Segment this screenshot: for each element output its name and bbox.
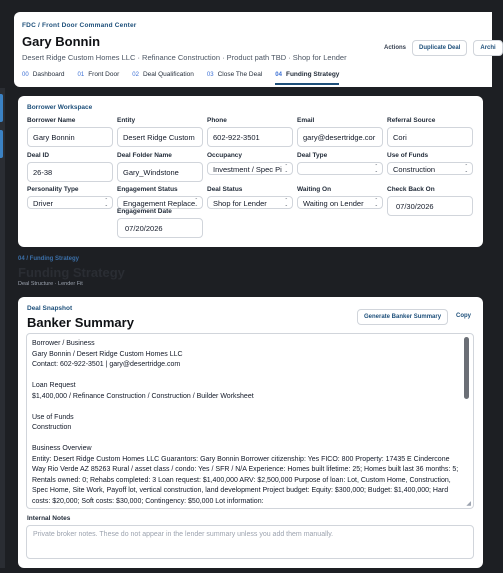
- summary-line: Loan Request: [32, 382, 76, 389]
- borrower-name-input[interactable]: Gary Bonnin: [27, 127, 113, 147]
- tab-close-the-deal[interactable]: [207, 71, 262, 85]
- field-label: Personality Type: [27, 186, 79, 193]
- tab-label: Dashboard: [32, 71, 65, 78]
- tab-number: 01: [77, 72, 85, 78]
- summary-scrollbar[interactable]: [464, 337, 469, 399]
- engagement-date-input[interactable]: 07/20/2026: [117, 218, 203, 238]
- tab-label: Funding Strategy: [285, 71, 340, 78]
- borrower-workspace-card: [18, 96, 483, 247]
- field-label: Use of Funds: [387, 152, 429, 159]
- summary-line: Contact: 602-922-3501 | gary@desertridge.com: [32, 361, 181, 368]
- borrower-name-field: [27, 117, 113, 147]
- field-label: Waiting On: [297, 186, 332, 193]
- tab-deal-qualification[interactable]: [132, 71, 194, 85]
- entity-input[interactable]: Desert Ridge Custom: [117, 127, 203, 147]
- personality-type-field: [27, 186, 113, 209]
- summary-line: $1,400,000 / Refinance Construction / Construction / Builder Worksheet: [32, 392, 254, 400]
- generate-banker-summary-button[interactable]: Generate Banker Summary: [357, 309, 448, 325]
- field-label: Deal Type: [297, 152, 328, 159]
- tab-label: Deal Qualification: [142, 71, 194, 78]
- page-header: [14, 12, 496, 87]
- rail-marker[interactable]: [0, 130, 3, 158]
- resize-handle-icon[interactable]: ◢: [466, 501, 471, 507]
- field-label: Borrower Name: [27, 117, 76, 124]
- phone-field: [207, 117, 293, 147]
- summary-line: Construction: [32, 424, 72, 431]
- occupancy-field: [207, 152, 293, 175]
- field-label: Check Back On: [387, 186, 435, 193]
- deal-folder-field: [117, 152, 203, 182]
- header-actions: [384, 40, 503, 56]
- field-label: Phone: [207, 117, 227, 124]
- tab-label: Close The Deal: [217, 71, 263, 78]
- workspace-title: Borrower Workspace: [27, 104, 93, 111]
- tab-number: 02: [132, 72, 139, 78]
- referral-source-input[interactable]: Cori: [387, 127, 473, 147]
- entity-field: [117, 117, 203, 147]
- field-label: Referral Source: [387, 117, 436, 124]
- field-label: Engagement Status: [117, 186, 178, 193]
- check-back-date-input[interactable]: 07/30/2026: [387, 196, 473, 216]
- tab-label: Front Door: [88, 71, 120, 78]
- occupancy-select[interactable]: Investment / Spec Pi ⌃ ⌄: [207, 162, 293, 175]
- engagement-status-select[interactable]: Engagement Replace ⌃ ⌄: [117, 196, 203, 209]
- summary-line: Entity: Desert Ridge Custom Homes LLC Guarantors: Gary Bonnin Borrower citizenship: Yes FICO: 800 Property: 17435 E Cindercone Way Rio Verde AZ 85263 Rural / asset class / condo: Yes / SFR / N/A Experience: Homes built lifetime: 25; Homes built last 36 months: 5; Rentals owned: 0; Rehabs completed: 3 Loan request: $1,400,000 ARV: $2,500,000 Purpose of loan: Lot, Custom Home, Construction, Spec Home, Site Work, Payoff lot, vertical construction, land development Project budget: Equity: $300,000; Budget: $1,400,000; Hard costs: $20,000; Soft costs: $30,000; Contingency: $50,000 Lot information:: [32, 455, 459, 505]
- summary-line: Use of Funds: [32, 413, 74, 421]
- copy-button[interactable]: Copy: [456, 313, 471, 319]
- tab-funding-strategy[interactable]: [275, 71, 339, 85]
- deal-id-field: [27, 152, 113, 182]
- check-back-field: [387, 186, 473, 216]
- engagement-date-field: [117, 208, 203, 238]
- breadcrumb: FDC / Front Door Command Center: [22, 22, 137, 29]
- duplicate-deal-button[interactable]: Duplicate Deal: [412, 40, 467, 56]
- tab-front-door[interactable]: [78, 71, 120, 85]
- summary-line: Borrower / Business: [32, 340, 95, 347]
- tab-number: 00: [22, 72, 29, 78]
- field-label: Engagement Date: [117, 208, 172, 215]
- banker-summary-title: Banker Summary: [27, 315, 134, 330]
- field-label: Occupancy: [207, 152, 243, 159]
- rail-marker[interactable]: [0, 94, 3, 122]
- field-label: Entity: [117, 117, 136, 124]
- deal-snapshot-label: Deal Snapshot: [27, 305, 73, 312]
- use-of-funds-select[interactable]: Construction ⌃ ⌄: [387, 162, 473, 175]
- engagement-status-field: [117, 186, 203, 209]
- banker-summary-textarea[interactable]: [26, 333, 474, 509]
- email-input[interactable]: gary@desertridge.cor: [297, 127, 383, 147]
- actions-label: Actions: [384, 45, 407, 51]
- field-label: Deal Folder Name: [117, 152, 172, 159]
- tab-number: 03: [206, 72, 214, 78]
- field-label: Email: [297, 117, 315, 124]
- banker-summary-card: [18, 297, 483, 568]
- deal-id-input[interactable]: 26-38: [27, 162, 113, 182]
- email-field: [297, 117, 383, 147]
- section-subtitle: Deal Structure · Lender Fit: [18, 281, 83, 287]
- internal-notes-label: Internal Notes: [27, 515, 71, 522]
- deal-type-select[interactable]: [297, 162, 383, 175]
- page-subtitle: Desert Ridge Custom Homes LLC · Refinance Construction · Product path TBD · Shop for Lender: [22, 53, 347, 62]
- tab-number: 04: [275, 72, 282, 78]
- referral-source-field: [387, 117, 473, 147]
- section-title: Funding Strategy: [18, 265, 125, 280]
- funding-strategy-heading: [18, 256, 125, 287]
- use-of-funds-field: [387, 152, 473, 175]
- left-rail: [0, 88, 5, 568]
- field-label: Deal Status: [207, 186, 243, 193]
- deal-status-field: [207, 186, 293, 209]
- page-title: Gary Bonnin: [22, 34, 101, 49]
- waiting-on-select[interactable]: Waiting on Lender ⌃ ⌄: [297, 196, 383, 209]
- internal-notes-textarea[interactable]: Private broker notes. These do not appear in the lender summary unless you add them manually.: [26, 525, 474, 559]
- window-top-strip: [0, 0, 492, 12]
- deal-folder-input[interactable]: Gary_Windstone: [117, 162, 203, 182]
- deal-type-field: [297, 152, 383, 175]
- tab-bar: [22, 71, 339, 85]
- phone-input[interactable]: 602-922-3501: [207, 127, 293, 147]
- archive-button[interactable]: Archi: [473, 40, 502, 56]
- section-breadcrumb: 04 / Funding Strategy: [18, 256, 80, 262]
- field-label: Deal ID: [27, 152, 50, 159]
- summary-line: Gary Bonnin / Desert Ridge Custom Homes LLC: [32, 350, 183, 358]
- tab-dashboard[interactable]: [22, 71, 65, 85]
- personality-type-select[interactable]: Driver ⌃ ⌄: [27, 196, 113, 209]
- summary-line: Business Overview: [32, 445, 92, 452]
- deal-status-select[interactable]: Shop for Lender ⌃ ⌄: [207, 196, 293, 209]
- waiting-on-field: [297, 186, 383, 209]
